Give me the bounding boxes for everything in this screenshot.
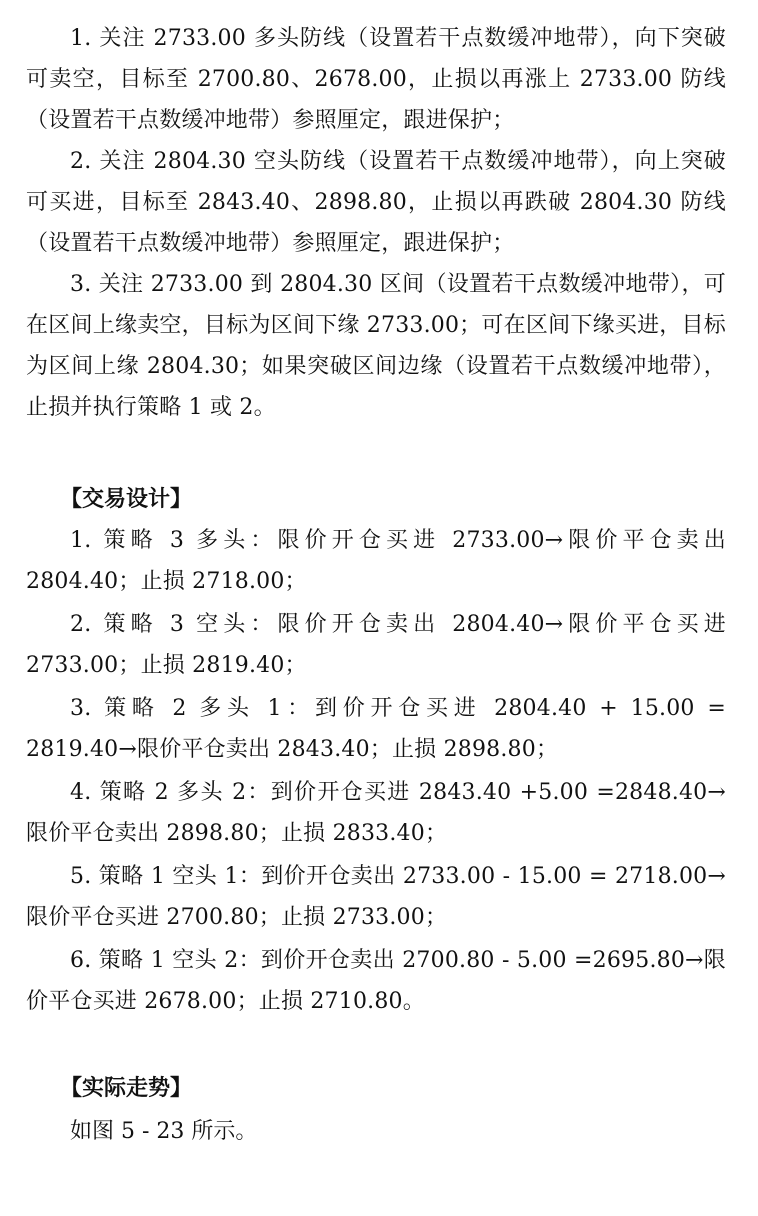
actual-trend-text: 如图 5 - 23 所示。	[70, 1119, 258, 1144]
trade-design-item-5: 5. 策略 1 空头 1：到价开仓卖出 2733.00 - 15.00 = 2718.00→限价平仓买进 2700.80；止损 2733.00；	[26, 864, 726, 930]
trade-design-item-2: 2. 策略 3 空头：限价开仓卖出 2804.40→限价平仓买进 2733.00；止损 2819.40；	[26, 612, 726, 678]
strategy-3-paragraph: 3. 关注 2733.00 到 2804.30 区间（设置若干点数缓冲地带），可在区间上缘卖空，目标为区间下缘 2733.00；可在区间下缘买进，目标为区间上缘 2804.30；如果突破区间边缘（设置若干点数缓冲地带），止损并执行策略 1 或 2。	[26, 272, 726, 420]
strategy-2-paragraph: 2. 关注 2804.30 空头防线（设置若干点数缓冲地带），向上突破可买进，目标至 2843.40、2898.80，止损以再跌破 2804.30 防线（设置若干点数缓冲地带）参照厘定，跟进保护；	[26, 149, 726, 256]
trade-design-heading: 【交易设计】	[60, 487, 193, 512]
trade-design-item-4: 4. 策略 2 多头 2：到价开仓买进 2843.40 +5.00 =2848.40→限价平仓卖出 2898.80；止损 2833.40；	[26, 780, 726, 846]
trade-design-item-3: 3. 策略 2 多头 1：到价开仓买进 2804.40 + 15.00 = 2819.40→限价平仓卖出 2843.40；止损 2898.80；	[26, 696, 726, 762]
actual-trend-heading: 【实际走势】	[60, 1076, 193, 1101]
trade-design-item-6: 6. 策略 1 空头 2：到价开仓卖出 2700.80 - 5.00 =2695.80→限价平仓买进 2678.00；止损 2710.80。	[26, 948, 726, 1014]
trade-design-item-1: 1. 策略 3 多头：限价开仓买进 2733.00→限价平仓卖出 2804.40；止损 2718.00；	[26, 528, 726, 594]
strategy-1-paragraph: 1. 关注 2733.00 多头防线（设置若干点数缓冲地带），向下突破可卖空，目标至 2700.80、2678.00，止损以再涨上 2733.00 防线（设置若干点数缓冲地带）参照厘定，跟进保护；	[26, 26, 726, 133]
